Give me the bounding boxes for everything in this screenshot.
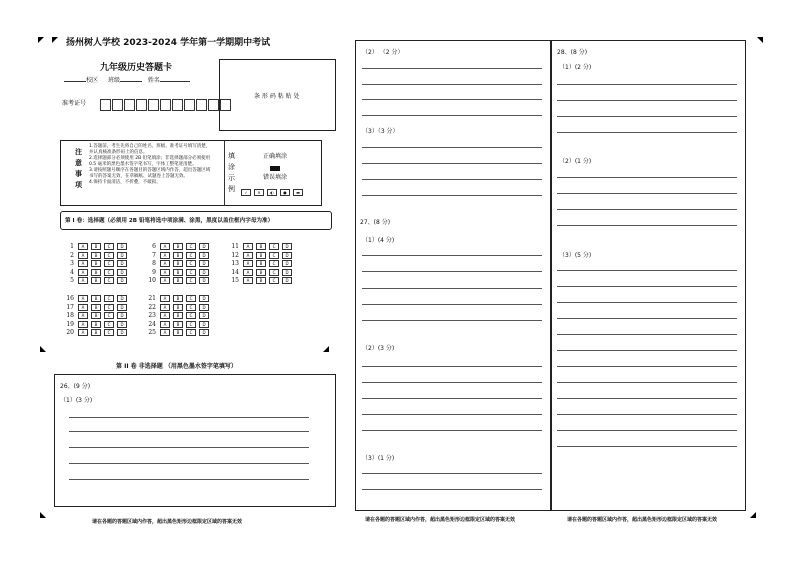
footer-note-2: 请在各题的答题区域内作答，超出黑色矩形边框限定区域的答案无效	[365, 517, 516, 523]
footer-note-3: 请在各题的答题区域内作答，超出黑色矩形边框限定区域的答案无效	[567, 517, 718, 523]
question-number: 22	[148, 303, 156, 311]
option-bubble[interactable]: A	[78, 321, 88, 328]
exam-title: 扬州树人学校 2023-2024 学年第一学期期中考试	[66, 38, 271, 48]
option-bubble[interactable]: B	[173, 321, 183, 328]
question-number: 16	[66, 295, 74, 302]
question-number: 23	[148, 312, 156, 320]
option-bubble[interactable]: A	[243, 277, 253, 284]
option-bubble[interactable]: C	[269, 277, 279, 284]
card-title: 九年级历史答题卡	[100, 63, 173, 73]
option-bubble[interactable]: B	[91, 260, 101, 267]
choice-row	[142, 243, 212, 250]
option-bubble[interactable]: B	[256, 277, 266, 284]
option-bubble[interactable]: B	[173, 329, 183, 336]
choice-row	[225, 277, 295, 284]
option-bubble[interactable]: A	[243, 252, 253, 259]
question-number: 17	[66, 303, 74, 311]
choice-row	[60, 329, 130, 336]
option-bubble[interactable]: D	[282, 277, 292, 284]
option-bubble[interactable]: B	[256, 243, 266, 250]
question-number: 9	[152, 268, 156, 276]
question-number: 13	[231, 260, 239, 268]
option-bubble[interactable]: A	[243, 269, 253, 276]
option-bubble[interactable]: B	[91, 321, 101, 328]
q26-part1-label: （1）(3 分)	[60, 397, 93, 404]
option-bubble[interactable]: B	[91, 252, 101, 259]
q26-label: 26、(9 分)	[60, 383, 91, 390]
footer-note-1: 请在各题的答题区域内作答，超出黑色矩形边框限定区域的答案无效	[92, 519, 243, 525]
corner-marker	[750, 512, 756, 518]
fill-example-label: 填涂示例	[228, 152, 235, 193]
option-bubble[interactable]: B	[256, 252, 266, 259]
option-bubble[interactable]: B	[91, 312, 101, 319]
option-bubble[interactable]: B	[91, 269, 101, 276]
choice-row	[142, 252, 212, 259]
id-label: 准考证号	[62, 100, 87, 107]
option-bubble[interactable]: C	[186, 295, 196, 302]
option-bubble[interactable]: A	[78, 277, 88, 284]
question-number: 6	[152, 243, 156, 250]
question-number: 1	[70, 243, 74, 250]
choice-row	[142, 304, 212, 311]
option-bubble[interactable]: B	[173, 243, 183, 250]
option-bubble[interactable]: D	[199, 243, 209, 250]
option-bubble[interactable]: D	[117, 312, 127, 319]
question-number: 11	[231, 243, 239, 250]
option-bubble[interactable]: D	[117, 304, 127, 311]
column3-answer-area[interactable]: 28、(8 分) （1）(2 分) （2）(1 分) （3）(5 分)	[550, 40, 746, 511]
option-bubble[interactable]: A	[160, 260, 170, 267]
option-bubble[interactable]: C	[269, 260, 279, 267]
section2-title: 第 II 卷 非选择题 （用黑色墨水签字笔填写）	[116, 363, 237, 370]
option-bubble[interactable]: D	[199, 321, 209, 328]
corner-marker	[40, 346, 46, 352]
question-number: 14	[231, 268, 239, 276]
option-bubble[interactable]: D	[199, 252, 209, 259]
option-bubble[interactable]: A	[160, 312, 170, 319]
option-bubble[interactable]: A	[78, 252, 88, 259]
choice-row	[142, 295, 212, 302]
option-bubble[interactable]: A	[243, 260, 253, 267]
option-bubble[interactable]: C	[186, 312, 196, 319]
choice-row	[60, 252, 130, 259]
q26-answer-area[interactable]	[54, 374, 336, 507]
choice-row	[142, 269, 212, 276]
option-bubble[interactable]: B	[91, 295, 101, 302]
option-bubble[interactable]: B	[256, 269, 266, 276]
question-number: 8	[152, 260, 156, 268]
option-bubble[interactable]: D	[117, 252, 127, 259]
option-bubble[interactable]: C	[104, 312, 114, 319]
option-bubble[interactable]: D	[117, 277, 127, 284]
option-bubble[interactable]: A	[160, 243, 170, 250]
option-bubble[interactable]: A	[78, 269, 88, 276]
option-bubble[interactable]: A	[160, 321, 170, 328]
option-bubble[interactable]: D	[117, 321, 127, 328]
question-number: 4	[70, 268, 74, 276]
option-bubble[interactable]: C	[186, 243, 196, 250]
option-bubble[interactable]: B	[173, 252, 183, 259]
choice-row	[225, 243, 295, 250]
correct-fill-sample	[270, 166, 280, 171]
question-number: 25	[148, 329, 156, 337]
choice-row	[60, 321, 130, 328]
option-bubble[interactable]: C	[104, 295, 114, 302]
option-bubble[interactable]: C	[186, 304, 196, 311]
option-bubble[interactable]: A	[78, 295, 88, 302]
option-bubble[interactable]: A	[78, 312, 88, 319]
id-field[interactable]	[100, 96, 232, 115]
option-bubble[interactable]: C	[104, 321, 114, 328]
option-bubble[interactable]: D	[282, 243, 292, 250]
option-bubble[interactable]: A	[160, 295, 170, 302]
choice-row	[142, 329, 212, 336]
option-bubble[interactable]: A	[160, 329, 170, 336]
notice-label: 注意事项	[75, 148, 82, 189]
option-bubble[interactable]: A	[78, 329, 88, 336]
option-bubble[interactable]: D	[117, 329, 127, 336]
option-bubble[interactable]: A	[78, 260, 88, 267]
option-bubble[interactable]: B	[91, 277, 101, 284]
question-number: 2	[70, 251, 74, 259]
option-bubble[interactable]: D	[199, 329, 209, 336]
option-bubble[interactable]: D	[199, 277, 209, 284]
option-bubble[interactable]: C	[186, 252, 196, 259]
option-bubble[interactable]: C	[104, 329, 114, 336]
option-bubble[interactable]: D	[199, 304, 209, 311]
option-bubble[interactable]: B	[173, 260, 183, 267]
option-bubble[interactable]: D	[199, 260, 209, 267]
option-bubble[interactable]: B	[173, 269, 183, 276]
choice-row	[142, 277, 212, 284]
option-bubble[interactable]: B	[173, 277, 183, 284]
option-bubble[interactable]: A	[160, 304, 170, 311]
option-bubble[interactable]: D	[117, 295, 127, 302]
option-bubble[interactable]: B	[173, 312, 183, 319]
choice-row	[142, 312, 212, 319]
question-number: 24	[148, 320, 156, 328]
barcode-area: 条 形 码 粘 贴 处	[219, 59, 336, 131]
choice-row	[142, 260, 212, 267]
notice-items: 1.答题前，考生先将自己的姓名、班级、准考证号填写清楚， 并认真核准条形码上的信息。 2.选择题部分必须使用 2B 铅笔填涂；非选择题部分必须使用 0.5 毫米的黑色墨水签字笔书写，字体工整笔迹清楚。 3.请按照题号顺序在各题目的答题区域内作答，超出答题区域 书写的答案无效，在草稿纸、试题卷上答题无效。 4.保持卡面清洁，不折叠，不破损。	[89, 144, 211, 185]
corner-marker	[52, 37, 58, 43]
question-number: 12	[231, 251, 239, 259]
choice-row	[225, 269, 295, 276]
option-bubble[interactable]: D	[117, 269, 127, 276]
option-bubble[interactable]: B	[91, 243, 101, 250]
option-bubble[interactable]: C	[186, 321, 196, 328]
option-bubble[interactable]: C	[104, 304, 114, 311]
choice-row	[225, 252, 295, 259]
question-number: 21	[148, 295, 156, 302]
option-bubble[interactable]: C	[104, 269, 114, 276]
option-bubble[interactable]: C	[269, 269, 279, 276]
option-bubble[interactable]: C	[104, 260, 114, 267]
option-bubble[interactable]: A	[78, 243, 88, 250]
option-bubble[interactable]: C	[269, 243, 279, 250]
option-bubble[interactable]: A	[160, 269, 170, 276]
wrong-fill-samples: ✓ ✕ ◐ ● ▬	[241, 189, 306, 196]
choice-row	[60, 312, 130, 319]
column2-answer-area[interactable]: （2） （2 分） （3）（3 分） 27、(8 分) （1）(4 分) （2）(3 分) （3）(1 分)	[355, 40, 552, 511]
option-bubble[interactable]: D	[117, 243, 127, 250]
question-number: 5	[70, 277, 74, 285]
option-bubble[interactable]: A	[160, 252, 170, 259]
option-bubble[interactable]: A	[243, 243, 253, 250]
choice-row	[142, 321, 212, 328]
option-bubble[interactable]: C	[186, 277, 196, 284]
option-bubble[interactable]: D	[282, 260, 292, 267]
corner-marker	[38, 37, 44, 43]
option-bubble[interactable]: D	[282, 269, 292, 276]
corner-marker	[323, 346, 329, 352]
option-bubble[interactable]: D	[282, 252, 292, 259]
question-number: 20	[66, 329, 74, 337]
option-bubble[interactable]: D	[199, 312, 209, 319]
choice-row	[60, 260, 130, 267]
option-bubble[interactable]: C	[186, 260, 196, 267]
notice-box	[60, 140, 322, 206]
option-bubble[interactable]: B	[173, 304, 183, 311]
question-number: 3	[70, 260, 74, 268]
question-number: 15	[231, 277, 239, 285]
section1-title-box: 第 I 卷：选择题（必须用 2B 铅笔将选中项涂满、涂黑，黑度以盖住框内字母为准）	[60, 211, 332, 230]
option-bubble[interactable]: B	[91, 304, 101, 311]
option-bubble[interactable]: C	[104, 243, 114, 250]
option-bubble[interactable]: C	[104, 277, 114, 284]
question-number: 18	[66, 312, 74, 320]
option-bubble[interactable]: D	[199, 269, 209, 276]
choice-row	[60, 304, 130, 311]
option-bubble[interactable]: D	[117, 260, 127, 267]
choice-row	[60, 277, 130, 284]
option-bubble[interactable]: A	[160, 277, 170, 284]
option-bubble[interactable]: C	[186, 329, 196, 336]
option-bubble[interactable]: B	[173, 295, 183, 302]
option-bubble[interactable]: C	[186, 269, 196, 276]
student-info: 校区 班级 姓名	[64, 75, 190, 84]
question-number: 7	[152, 251, 156, 259]
option-bubble[interactable]: D	[199, 295, 209, 302]
option-bubble[interactable]: C	[104, 252, 114, 259]
correct-fill-label: 正确填涂	[263, 153, 288, 160]
option-bubble[interactable]: A	[78, 304, 88, 311]
option-bubble[interactable]: C	[269, 252, 279, 259]
wrong-fill-label: 错误填涂	[263, 174, 288, 181]
option-bubble[interactable]: B	[91, 329, 101, 336]
corner-marker	[757, 37, 763, 43]
choice-row	[60, 295, 130, 302]
question-number: 19	[66, 320, 74, 328]
option-bubble[interactable]: B	[256, 260, 266, 267]
question-number: 10	[148, 277, 156, 285]
choice-row	[60, 243, 130, 250]
choice-row	[225, 260, 295, 267]
choice-row	[60, 269, 130, 276]
corner-marker	[40, 512, 46, 518]
